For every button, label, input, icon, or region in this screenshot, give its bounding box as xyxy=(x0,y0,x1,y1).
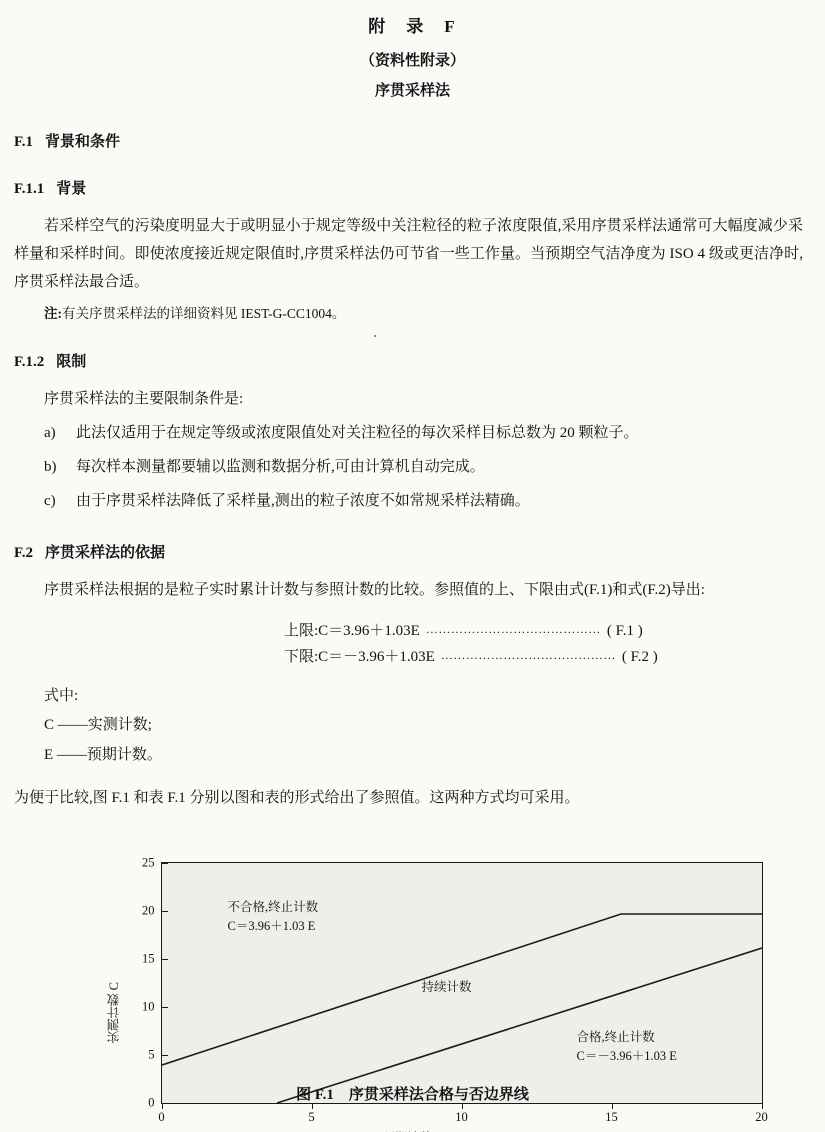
page-title: 附 录 F xyxy=(368,17,457,36)
list-item xyxy=(14,419,803,447)
section-f2-paragraph-2: 为便于比较,图 F.1 和表 F.1 分别以图和表的形式给出了参照值。这两种方式均可采用。 xyxy=(14,790,580,806)
section-f2-number: F.2 xyxy=(14,545,34,561)
list-item-marker: b) xyxy=(44,459,57,475)
section-f1-title: 背景和条件 xyxy=(45,134,121,150)
annotation-accept-line1: 合格,终止计数 xyxy=(576,1030,655,1044)
section-f12-number: F.1.2 xyxy=(14,354,45,370)
page-speck xyxy=(374,335,376,337)
section-f2 xyxy=(14,541,803,812)
annotation-accept xyxy=(577,1028,677,1066)
formula-leader-dots: …………………………………… xyxy=(440,648,616,662)
chart-y-axis-label: 实测计数 C xyxy=(106,982,121,1044)
annotation-reject-line1: 不合格,终止计数 xyxy=(227,900,319,914)
list-item-text: 每次样本测量都要辅以监测和数据分析,可由计算机自动完成。 xyxy=(76,459,485,475)
list-item-marker: c) xyxy=(44,493,56,509)
annotation-reject xyxy=(228,898,319,936)
y-tick-label: 5 xyxy=(148,1047,155,1062)
list-item xyxy=(14,453,803,481)
formula-lower-expression: 下限:C＝－3.96＋1.03E xyxy=(284,649,435,665)
chart-inner xyxy=(142,855,768,1124)
x-tick-label: 15 xyxy=(605,1110,618,1124)
definition-e: E ——预期计数。 xyxy=(44,747,162,763)
annotation-accept-line2: C＝－3.96＋1.03 E xyxy=(576,1049,677,1063)
section-f11-paragraph: 若采样空气的污染度明显大于或明显小于规定等级中关注粒径的粒子浓度限值,采用序贯采样法通常可大幅度减少采样量和采样时间。即使浓度接近规定限值时,序贯采样法仍可节省一些工作量。当预期空气洁净度为 ISO 4 级或更洁净时,序贯采样法最合适。 xyxy=(14,218,803,290)
formula-lower-tag: ( F.2 ) xyxy=(621,649,658,665)
chart-plot-area xyxy=(142,855,768,1124)
appendix-header xyxy=(0,12,825,100)
y-tick-label: 20 xyxy=(142,903,155,918)
section-f12-heading xyxy=(14,350,803,371)
formula-leader-dots: …………………………………… xyxy=(425,622,601,636)
list-item-marker: a) xyxy=(44,425,56,441)
y-tick-label: 0 xyxy=(148,1095,155,1110)
appendix-name: 序贯采样法 xyxy=(374,83,450,99)
definition-c: C ——实测计数; xyxy=(44,717,152,733)
section-f1 xyxy=(14,130,803,151)
section-f1-number: F.1 xyxy=(14,134,34,150)
section-f2-paragraph: 序贯采样法根据的是粒子实时累计计数与参照计数的比较。参照值的上、下限由式(F.1)和式(F.2)导出: xyxy=(44,582,705,598)
note-label: 注: xyxy=(44,306,62,321)
section-f12-list xyxy=(14,419,803,515)
list-item-text: 此法仅适用于在规定等级或浓度限值处对关注粒径的每次采样目标总数为 20 颗粒子。 xyxy=(76,425,639,441)
figure-caption: 图 F.1 序贯采样法合格与否边界线 xyxy=(296,1087,529,1103)
x-tick-label: 20 xyxy=(755,1110,768,1124)
section-f11-number: F.1.1 xyxy=(14,181,45,197)
formula-upper-tag: ( F.1 ) xyxy=(606,623,643,639)
section-f12 xyxy=(14,350,803,515)
chart-x-axis-label xyxy=(43,1128,783,1132)
section-f12-title: 限制 xyxy=(56,354,87,370)
formula-upper-row xyxy=(14,618,803,644)
x-tick-label: 0 xyxy=(158,1110,165,1124)
list-item-text: 由于序贯采样法降低了采样量,测出的粒子浓度不如常规采样法精确。 xyxy=(76,493,530,509)
section-f11 xyxy=(14,177,803,324)
appendix-type: （资料性附录） xyxy=(359,53,465,69)
formula-lower-row xyxy=(14,644,803,670)
note-text: 有关序贯采样法的详细资料见 IEST-G-CC1004。 xyxy=(62,306,346,321)
annotation-reject-line2: C＝3.96＋1.03 E xyxy=(227,919,316,933)
x-tick-label: 10 xyxy=(455,1110,468,1124)
section-f1-heading xyxy=(14,130,803,151)
section-f11-title: 背景 xyxy=(56,181,87,197)
x-tick-label: 5 xyxy=(308,1110,315,1124)
section-f12-paragraph: 序贯采样法的主要限制条件是: xyxy=(44,391,244,407)
annotation-continue-line1: 持续计数 xyxy=(421,980,472,994)
document-body xyxy=(0,130,825,812)
y-tick-label: 10 xyxy=(142,999,155,1014)
lower-bound-line xyxy=(277,948,762,1103)
section-f2-heading xyxy=(14,541,803,562)
section-f2-title: 序贯采样法的依据 xyxy=(45,545,166,561)
list-item xyxy=(14,487,803,515)
formula-upper-expression: 上限:C＝3.96＋1.03E xyxy=(284,623,420,639)
section-f11-note xyxy=(14,304,803,324)
section-f11-heading xyxy=(14,177,803,198)
annotation-continue xyxy=(422,978,472,997)
formula-block xyxy=(14,618,803,670)
y-tick-label: 25 xyxy=(142,855,155,870)
where-label: 式中: xyxy=(44,688,79,704)
y-tick-label: 15 xyxy=(142,951,155,966)
